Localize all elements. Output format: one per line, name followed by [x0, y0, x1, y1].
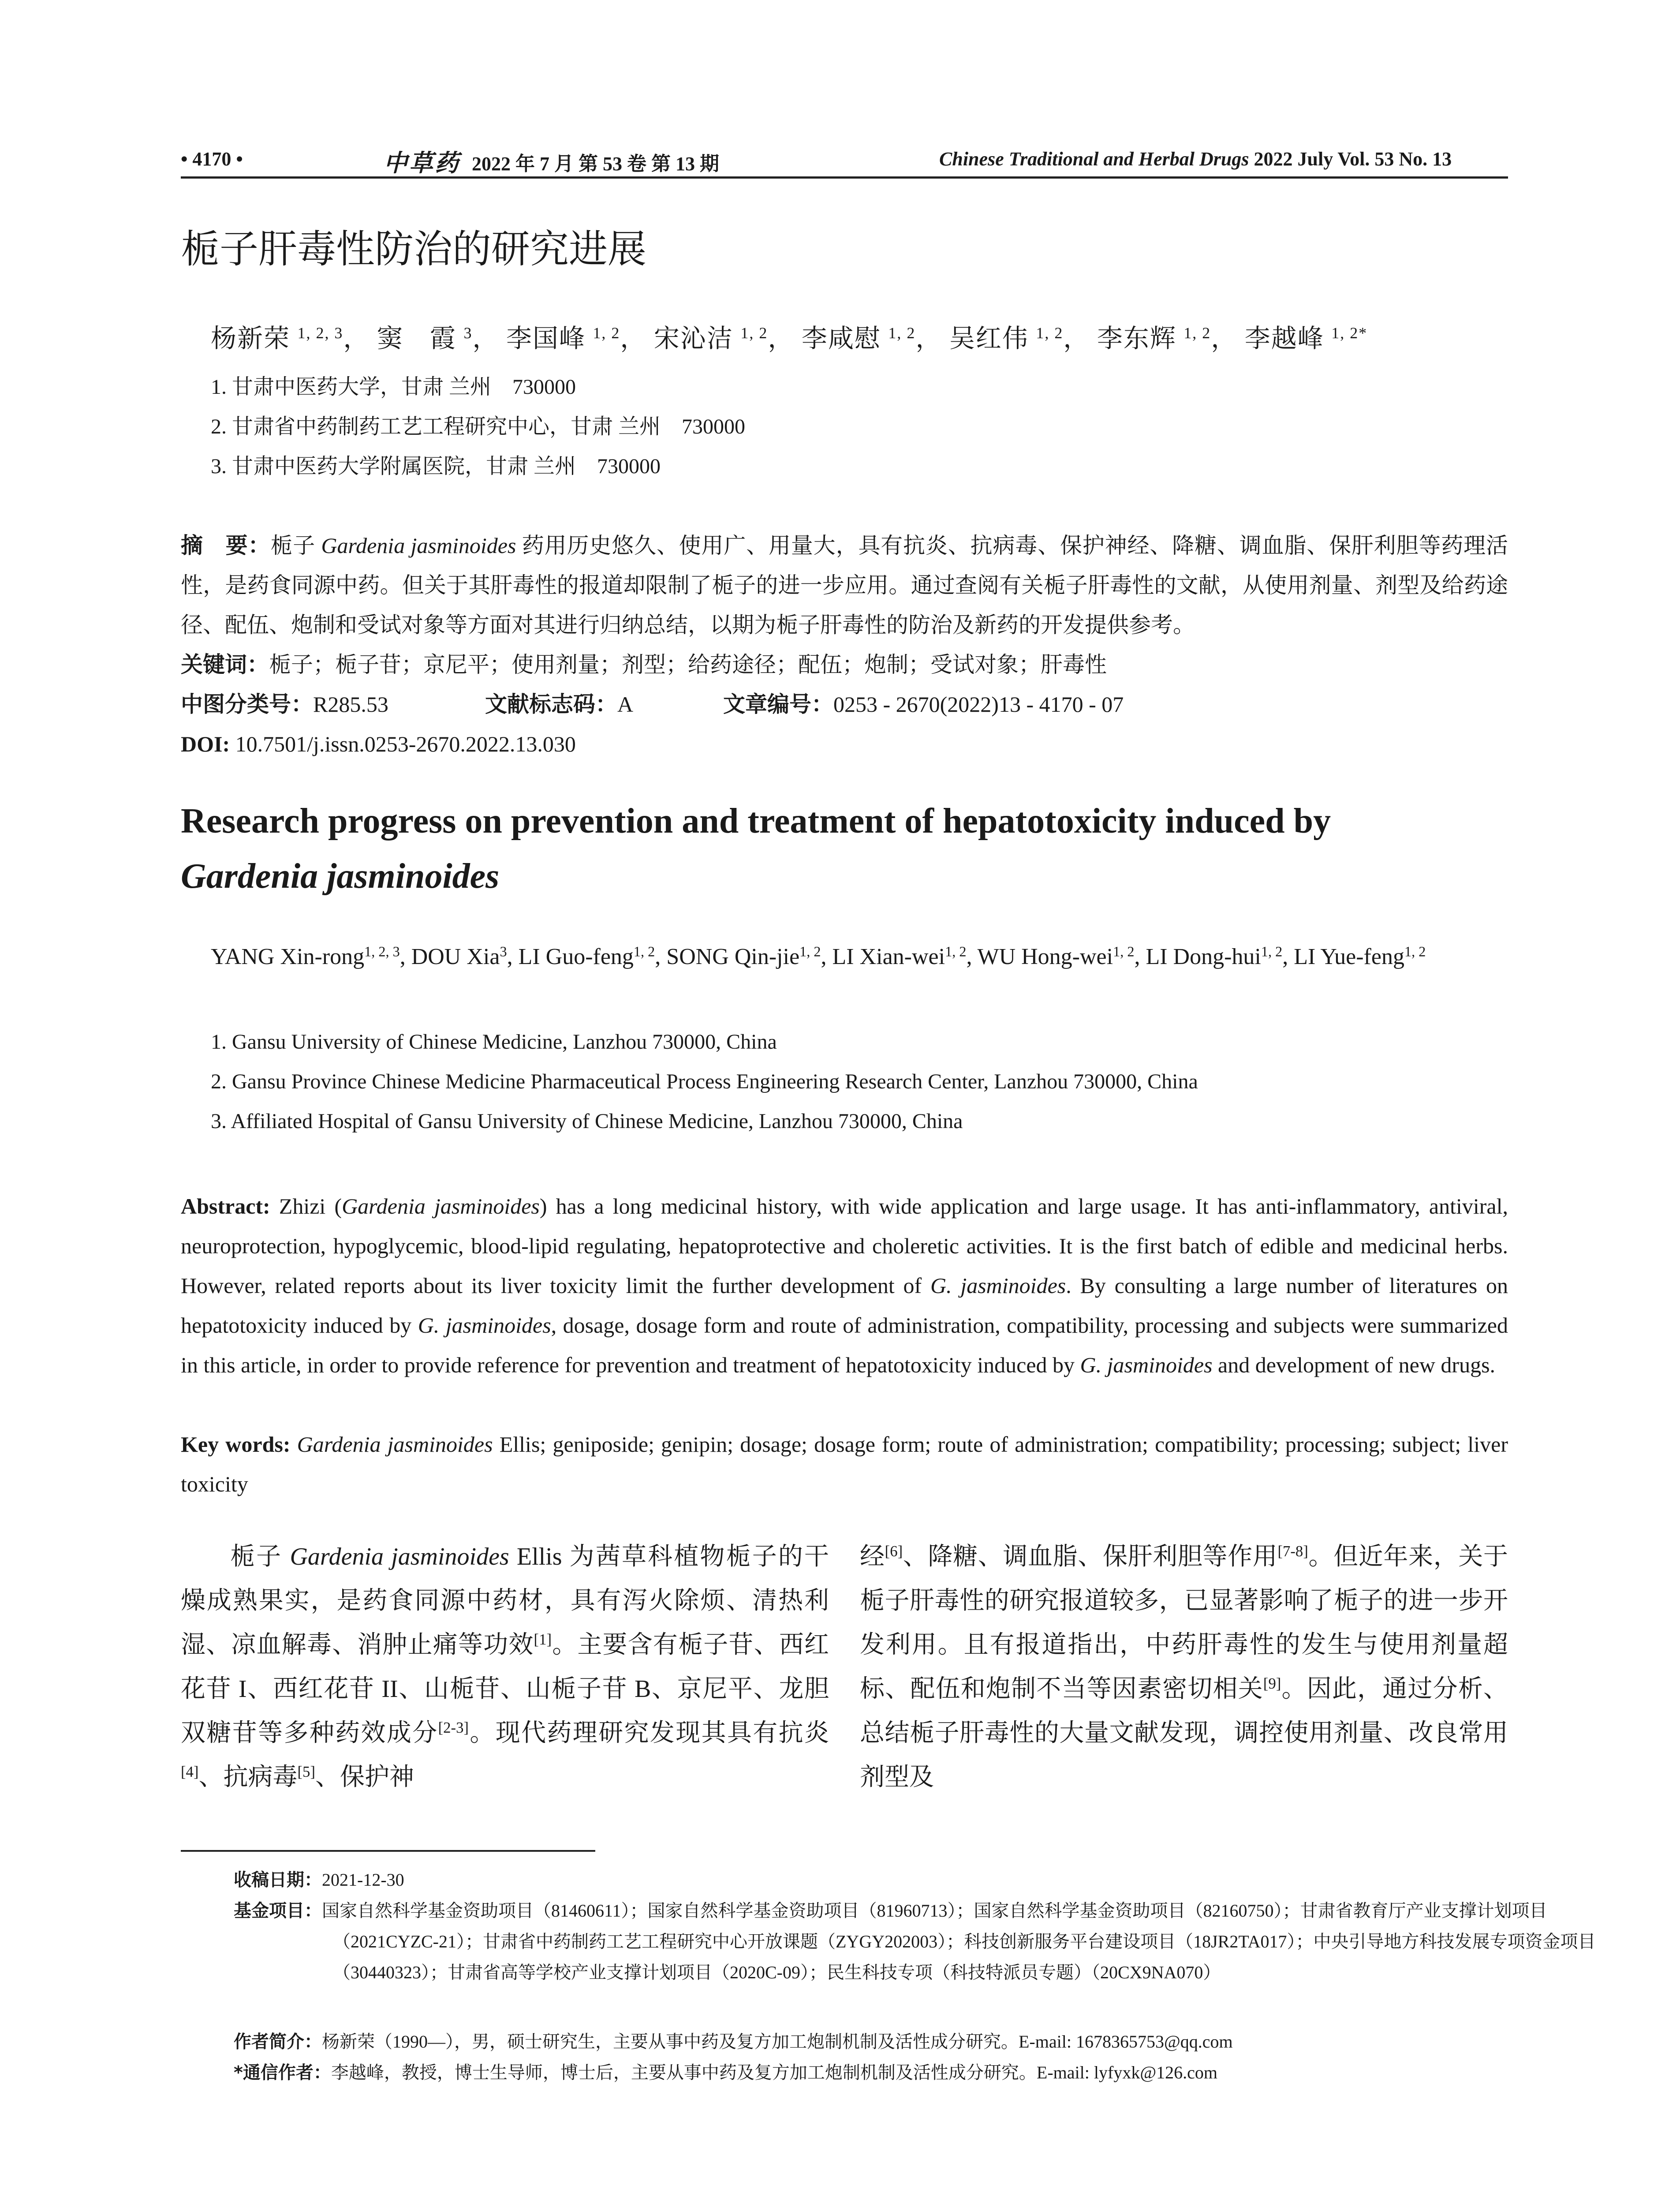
- running-header: [181, 143, 1508, 179]
- author-cn: 李东辉 $^{1, 2}$，: [1097, 324, 1238, 353]
- abstract-label-en: Abstract:: [181, 1194, 270, 1218]
- footnote-rule: [181, 1850, 595, 1852]
- issue-cn: 2022 年 7 月 第 53 卷 第 13 期: [472, 153, 719, 175]
- keywords-label-en: Key words:: [181, 1432, 291, 1457]
- abstract-cn: 摘 要：栀子 Gardenia jasminoides 药用历史悠久、使用广、用量大，具有抗炎、抗病毒、保护神经、降糖、调血脂、保肝利胆等药理活性，是药食同源中药。但关于其肝毒性的报道却限制了栀子的进一步应用。通过查阅有关栀子肝毒性的文献，从使用剂量、剂型及给药途径、配伍、炮制和受试对象等方面对其进行归纳总结，以期为栀子肝毒性的防治及新药的开发提供参考。: [181, 533, 1508, 637]
- article-number: 0253 - 2670(2022)13 - 4170 - 07: [833, 692, 1124, 717]
- author-en: LI Yue-feng$^{1, 2}$: [1294, 943, 1426, 969]
- abstract-label-cn: 摘 要：: [181, 533, 271, 558]
- footnote-corresponding: *通信作者：李越峰，教授，博士生导师，博士后，主要从事中药及复方加工炮制机制及活性成分研究。E-mail: lyfyxk@126.com: [234, 2063, 1218, 2083]
- article-title-cn: 栀子肝毒性防治的研究进展: [181, 226, 647, 272]
- footnote-author: 作者简介：杨新荣（1990—），男，硕士研究生，主要从事中药及复方加工炮制机制及活性成分研究。E-mail: 1678365753@qq.com: [234, 2032, 1233, 2052]
- classification-line: 中图分类号：R285.53 文献标志码：A 文章编号：0253 - 2670(2022)13 - 4170 - 07: [181, 691, 1124, 717]
- affiliation-cn: 2. 甘肃省中药制药工艺工程研究中心，甘肃 兰州 730000: [211, 415, 746, 438]
- author-cn: 李越峰 $^{1, 2*}$: [1244, 324, 1368, 353]
- author-en: DOU Xia$^3$,: [411, 943, 519, 969]
- keywords-label-cn: 关键词：: [181, 652, 269, 677]
- citation: [9]: [1263, 1674, 1281, 1692]
- author-cn: 窦 霞 $^3$，: [377, 324, 499, 353]
- journal-name-en: Chinese Traditional and Herbal Drugs 2022 July Vol. 53 No. 13: [939, 148, 1452, 170]
- author-cn: 杨新荣 $^{1, 2, 3}$，: [211, 324, 370, 353]
- author-list-cn: [211, 318, 1367, 355]
- affiliation-cn: 1. 甘肃中医药大学，甘肃 兰州 730000: [211, 375, 576, 399]
- citation: [1]: [534, 1630, 552, 1648]
- author-cn: 吴红伟 $^{1, 2}$，: [949, 324, 1090, 353]
- author-cn: 李咸慰 $^{1, 2}$，: [801, 324, 942, 353]
- keywords-en: Key words: Gardenia jasminoides Ellis; geniposide; genipin; dosage; dosage form; route of administration; compatibility; processing; subject; liver toxicity: [181, 1432, 1508, 1496]
- clc-number: R285.53: [313, 692, 388, 717]
- body-column-right: 经[6]、降糖、调血脂、保肝利胆等作用[7-8]。但近年来，关于栀子肝毒性的研究报道较多，已显著影响了栀子的进一步开发利用。且有报道指出，中药肝毒性的发生与使用剂量超标、配伍和炮制不当等因素密切相关[9]。因此，通过分析、总结栀子肝毒性的大量文献发现，调控使用剂量、改良常用剂型及: [860, 1542, 1508, 1791]
- affiliation-cn: 3. 甘肃中医药大学附属医院，甘肃 兰州 730000: [211, 455, 661, 478]
- citation: [7-8]: [1277, 1542, 1308, 1560]
- author-cn: 宋沁洁 $^{1, 2}$，: [653, 324, 795, 353]
- page-number: • 4170 •: [181, 148, 243, 170]
- author-en: WU Hong-wei$^{1, 2}$,: [977, 943, 1146, 969]
- header-rule: [181, 176, 1508, 179]
- citation: [4]: [181, 1763, 199, 1780]
- footnote-received: 收稿日期：2021-12-30: [234, 1870, 404, 1890]
- doi-line: DOI: 10.7501/j.issn.0253-2670.2022.13.030: [181, 732, 576, 756]
- author-list-en: [211, 937, 1508, 977]
- affiliation-en: 3. Affiliated Hospital of Gansu University of Chinese Medicine, Lanzhou 730000, China: [211, 1110, 963, 1133]
- author-en: SONG Qin-jie$^{1, 2}$,: [666, 943, 833, 969]
- affiliation-en: 2. Gansu Province Chinese Medicine Pharmaceutical Process Engineering Research Center, Lanzhou 730000, China: [211, 1070, 1198, 1093]
- journal-name-cn: 中草药: [384, 150, 460, 176]
- citation: [6]: [885, 1542, 903, 1560]
- footnote-funding: 基金项目：国家自然科学基金资助项目（81460611）；国家自然科学基金资助项目（81960713）；国家自然科学基金资助项目（82160750）；甘肃省教育厅产业支撑计划项目（2021CYZC-21）；甘肃省中药制药工艺工程研究中心开放课题（ZYGY202003）；科技创新服务平台建设项目（18JR2TA017）；中央引导地方科技发展专项资金项目（30440323）；甘肃省高等学校产业支撑计划项目（2020C-09）；民生科技专项（科技特派员专题）（20CX9NA070）: [234, 1901, 1596, 1982]
- keywords-cn: 关键词：栀子；栀子苷；京尼平；使用剂量；剂型；给药途径；配伍；炮制；受试对象；肝毒性: [181, 652, 1107, 677]
- citation: [2-3]: [438, 1719, 469, 1736]
- abstract-en: Abstract: Zhizi (Gardenia jasminoides) has a long medicinal history, with wide application and large usage. It has anti-inflammatory, antiviral, neuroprotection, hypoglycemic, blood-lipid regulating, hepatoprotective and choleretic activities. It is the first batch of edible and medicinal herbs. However, related reports about its liver toxicity limit the further development of G. jasminoides. By consulting a large number of literatures on hepatotoxicity induced by G. jasminoides, dosage, dosage form and route of administration, compatibility, processing and subjects were summarized in this article, in order to provide reference for prevention and treatment of hepatotoxicity induced by G. jasminoides and development of new drugs.: [181, 1194, 1508, 1377]
- author-en: LI Xian-wei$^{1, 2}$,: [832, 943, 978, 969]
- document-code: A: [617, 692, 634, 717]
- author-en: LI Dong-hui$^{1, 2}$,: [1146, 943, 1294, 969]
- author-cn: 李国峰 $^{1, 2}$，: [506, 324, 647, 353]
- author-en: YANG Xin-rong$^{1, 2, 3}$,: [211, 943, 411, 969]
- citation: [5]: [297, 1763, 315, 1780]
- doi-value: 10.7501/j.issn.0253-2670.2022.13.030: [235, 732, 576, 756]
- author-en: LI Guo-feng$^{1, 2}$,: [518, 943, 667, 969]
- article-title-en: Research progress on prevention and treatment of hepatotoxicity induced by Gardenia jasminoides: [181, 802, 1331, 896]
- affiliation-en: 1. Gansu University of Chinese Medicine, Lanzhou 730000, China: [211, 1030, 777, 1054]
- body-column-left: 栀子 Gardenia jasminoides Ellis 为茜草科植物栀子的干燥成熟果实，是药食同源中药材，具有泻火除烦、清热利湿、凉血解毒、消肿止痛等功效[1]。主要含有栀子苷、西红花苷 I、西红花苷 II、山栀苷、山栀子苷 B、京尼平、龙胆双糖苷等多种药效成分[2-3]。现代药理研究发现其具有抗炎[4]、抗病毒[5]、保护神: [181, 1543, 829, 1791]
